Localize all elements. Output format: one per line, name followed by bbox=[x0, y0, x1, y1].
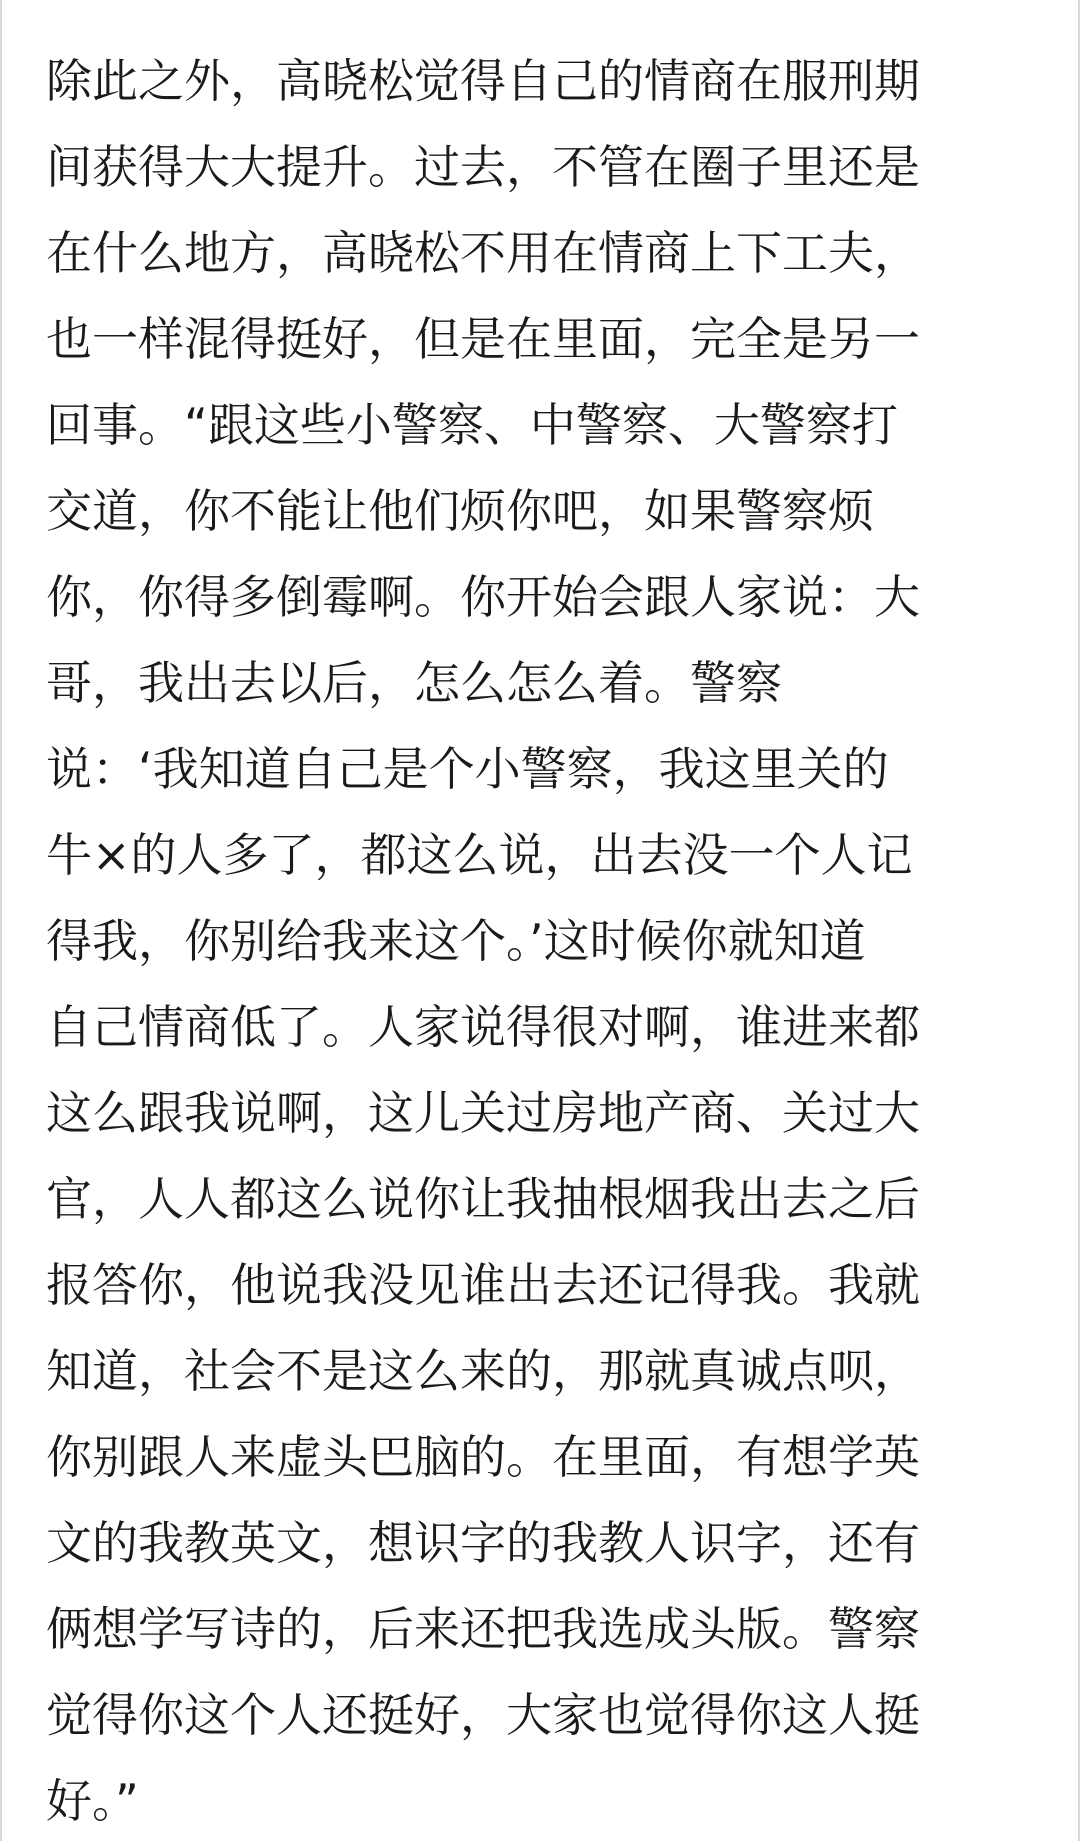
text-line: 除此之外，高晓松觉得自己的情商在服刑期 bbox=[46, 54, 920, 108]
text-line: 间获得大大提升。过去，不管在圈子里还是 bbox=[46, 140, 920, 194]
article-text bbox=[46, 38, 1046, 1844]
text-line: 牛×的人多了，都这么说，出去没一个人记 bbox=[46, 828, 913, 882]
text-line: 交道，你不能让他们烦你吧，如果警察烦 bbox=[46, 484, 874, 538]
text-line: 知道，社会不是这么来的，那就真诚点呗， bbox=[46, 1344, 920, 1398]
text-line: 哥，我出去以后，怎么怎么着。警察 bbox=[46, 656, 782, 710]
page-left-border bbox=[0, 0, 2, 1841]
text-line: 说：‘我知道自己是个小警察，我这里关的 bbox=[46, 742, 889, 796]
text-line: 报答你，他说我没见谁出去还记得我。我就 bbox=[46, 1258, 920, 1312]
text-line: 你别跟人来虚头巴脑的。在里面，有想学英 bbox=[46, 1430, 920, 1484]
text-line: 得我，你别给我来这个。’这时候你就知道 bbox=[46, 914, 866, 968]
text-line: 自己情商低了。人家说得很对啊，谁进来都 bbox=[46, 1000, 920, 1054]
text-line: 好。” bbox=[46, 1774, 139, 1828]
text-line: 在什么地方，高晓松不用在情商上下工夫， bbox=[46, 226, 920, 280]
text-line: 文的我教英文，想识字的我教人识字，还有 bbox=[46, 1516, 920, 1570]
text-line: 也一样混得挺好，但是在里面，完全是另一 bbox=[46, 312, 920, 366]
text-line: 官，人人都这么说你让我抽根烟我出去之后 bbox=[46, 1172, 920, 1226]
text-line: 你，你得多倒霉啊。你开始会跟人家说：大 bbox=[46, 570, 920, 624]
text-line: 回事。“跟这些小警察、中警察、大警察打 bbox=[46, 398, 898, 452]
text-line: 这么跟我说啊，这儿关过房地产商、关过大 bbox=[46, 1086, 920, 1140]
text-line: 觉得你这个人还挺好，大家也觉得你这人挺 bbox=[46, 1688, 920, 1742]
text-line: 俩想学写诗的，后来还把我选成头版。警察 bbox=[46, 1602, 920, 1656]
